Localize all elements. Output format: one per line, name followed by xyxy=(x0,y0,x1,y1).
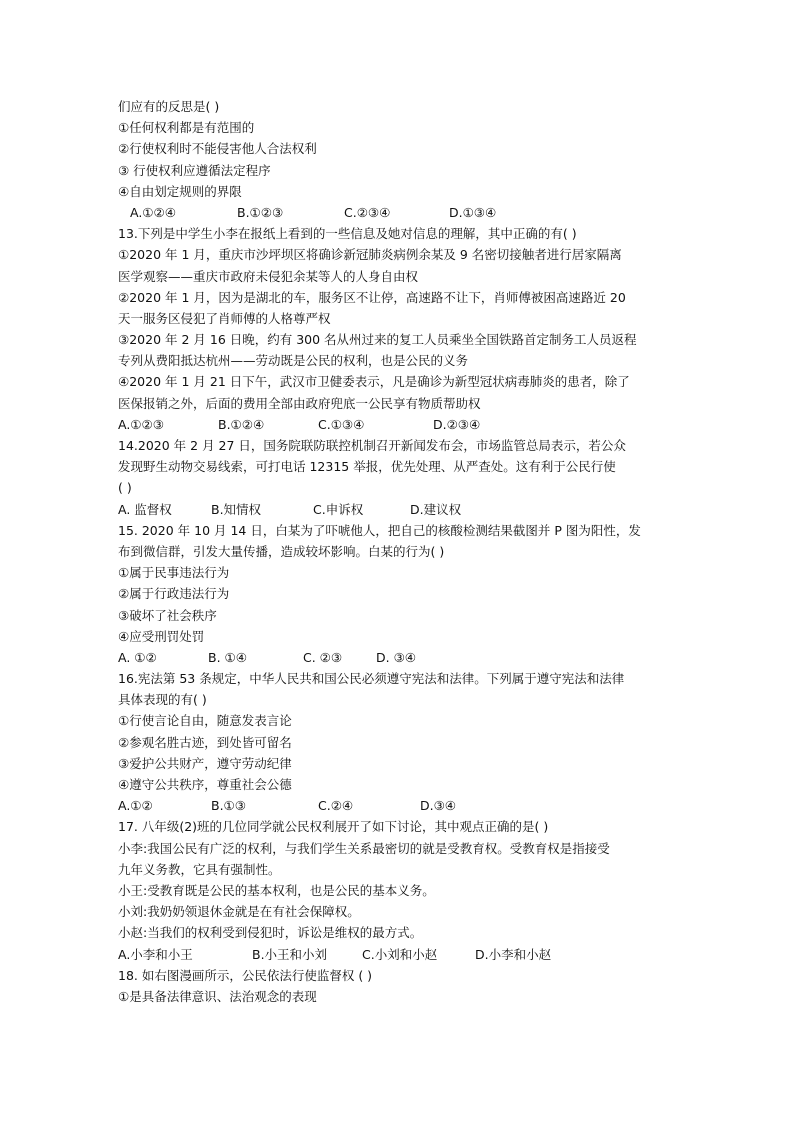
option-b: B.①②④ xyxy=(218,416,265,432)
text-line: 医学观察——重庆市政府未侵犯余某等人的人身自由权 xyxy=(118,268,419,284)
statement-3: ③爱护公共财产，遵守劳动纪律 xyxy=(118,755,292,771)
option-a: A.小李和小王 xyxy=(118,946,193,962)
question-16 xyxy=(118,668,678,816)
text-line: 天一服务区侵犯了肖师傅的人格尊严权 xyxy=(118,310,331,326)
statement-4: ④自由划定规则的界限 xyxy=(118,183,242,199)
option-c: C.小刘和小赵 xyxy=(362,946,438,962)
question-18 xyxy=(118,965,678,1007)
option-a: A. ①② xyxy=(118,649,157,665)
text-line: ④2020 年 1 月 21 日下午，武汉市卫健委表示，凡是确诊为新型冠状病毒肺炎的患者，除了 xyxy=(118,374,630,390)
option-d: D.建议权 xyxy=(410,501,462,517)
option-b: B.①③ xyxy=(211,798,246,814)
question-13 xyxy=(118,223,678,435)
option-c: C.②④ xyxy=(318,798,354,814)
question-stem: 15. 2020 年 10 月 14 日，白某为了吓唬他人，把自己的核酸检测结果截图并 P 图为阳性，发 xyxy=(118,522,641,538)
text-line: 小王:受教育既是公民的基本权利，也是公民的基本义务。 xyxy=(118,882,435,898)
option-d: D.①③④ xyxy=(449,204,497,220)
option-a: A. 监督权 xyxy=(118,501,172,517)
statement-2: ②属于行政违法行为 xyxy=(118,586,230,602)
answer-options xyxy=(118,647,678,668)
statement-1: ①是具备法律意识、法治观念的表现 xyxy=(118,988,317,1004)
option-a: A.①②④ xyxy=(130,204,176,220)
text-line: 们应有的反思是( ) xyxy=(118,99,220,114)
answer-options xyxy=(118,944,678,965)
question-12-tail xyxy=(118,96,678,223)
option-b: B. ①④ xyxy=(208,649,247,665)
option-c: C. ②③ xyxy=(303,649,343,665)
option-a: A.①② xyxy=(118,798,153,814)
statement-3: ③ 行使权利应遵循法定程序 xyxy=(118,162,271,178)
text-line: ①2020 年 1 月，重庆市沙坪坝区将确诊新冠肺炎病例余某及 9 名密切接触者进行居家隔离 xyxy=(118,247,622,263)
statement-1: ①属于民事违法行为 xyxy=(118,565,230,581)
option-c: C.②③④ xyxy=(344,204,391,220)
text-line: 小刘:我奶奶领退休金就是在有社会保障权。 xyxy=(118,904,360,920)
option-b: B.小王和小刘 xyxy=(252,946,328,962)
option-b: B.知情权 xyxy=(211,501,262,517)
option-d: D. ③④ xyxy=(376,649,416,665)
statement-4: ④遵守公共秩序，尊重社会公德 xyxy=(118,777,292,792)
question-14 xyxy=(118,435,678,520)
statement-4: ④应受刑罚处罚 xyxy=(118,628,205,644)
statement-1: ①任何权利都是有范围的 xyxy=(118,120,255,136)
option-a: A.①②③ xyxy=(118,416,164,432)
question-stem: 17. 八年级(2)班的几位同学就公民权利展开了如下讨论，其中观点正确的是( ) xyxy=(118,819,549,835)
text-line: ②2020 年 1 月，因为是湖北的车，服务区不让停，高速路不让下，肖师傅被困高速路近 20 xyxy=(118,289,626,305)
answer-blank: ( ) xyxy=(118,480,132,496)
answer-options xyxy=(118,499,678,520)
text-line: 医保报销之外，后面的费用全部由政府兜底一公民享有物质帮助权 xyxy=(118,395,481,411)
question-stem: 14.2020 年 2 月 27 日，国务院联防联控机制召开新闻发布会，市场监管总局表示，若公众 xyxy=(118,438,626,453)
option-d: D.③④ xyxy=(420,798,457,814)
question-17 xyxy=(118,816,678,964)
option-c: C.申诉权 xyxy=(313,501,364,517)
statement-3: ③破坏了社会秩序 xyxy=(118,607,217,623)
text-line: ③2020 年 2 月 16 日晚，约有 300 名从州过来的复工人员乘坐全国铁路首定制务工人员返程 xyxy=(118,332,637,348)
exam-page xyxy=(118,96,678,1007)
text-line: 专列从费阳抵达杭州——劳动既是公民的权利，也是公民的义务 xyxy=(118,353,469,369)
option-b: B.①②③ xyxy=(237,204,284,220)
text-line: 发现野生动物交易线索，可打电话 12315 举报，优先处理、从严查处。这有利于公民行使 xyxy=(118,459,616,475)
statement-2: ②参观名胜古迹，到处皆可留名 xyxy=(118,734,292,750)
statement-1: ①行使言论自由，随意发表言论 xyxy=(118,713,292,729)
question-stem: 16.宪法第 53 条规定，中华人民共和国公民必须遵守宪法和法律。下列属于遵守宪法和法律 xyxy=(118,671,625,687)
answer-options xyxy=(118,414,678,435)
answer-options xyxy=(118,202,678,223)
text-line: 小李:我国公民有广泛的权利，与我们学生关系最密切的就是受教育权。受教育权是指接受 xyxy=(118,840,610,856)
option-d: D.②③④ xyxy=(433,416,481,432)
question-stem: 13.下列是中学生小李在报纸上看到的一些信息及她对信息的理解，其中正确的有( ) xyxy=(118,226,577,242)
question-stem: 18. 如右图漫画所示，公民依法行使监督权 ( ) xyxy=(118,967,373,983)
text-line: 九年义务教，它具有强制性。 xyxy=(118,861,281,877)
text-line: 小赵:当我们的权利受到侵犯时，诉讼是维权的最方式。 xyxy=(118,925,423,941)
text-line: 布到微信群，引发大量传播，造成较坏影响。白某的行为( ) xyxy=(118,543,445,559)
text-line: 具体表现的有( ) xyxy=(118,692,207,708)
option-d: D.小李和小赵 xyxy=(475,946,552,962)
statement-2: ②行使权利时不能侵害他人合法权利 xyxy=(118,141,317,157)
answer-options xyxy=(118,795,678,816)
question-15 xyxy=(118,520,678,668)
option-c: C.①③④ xyxy=(318,416,365,432)
